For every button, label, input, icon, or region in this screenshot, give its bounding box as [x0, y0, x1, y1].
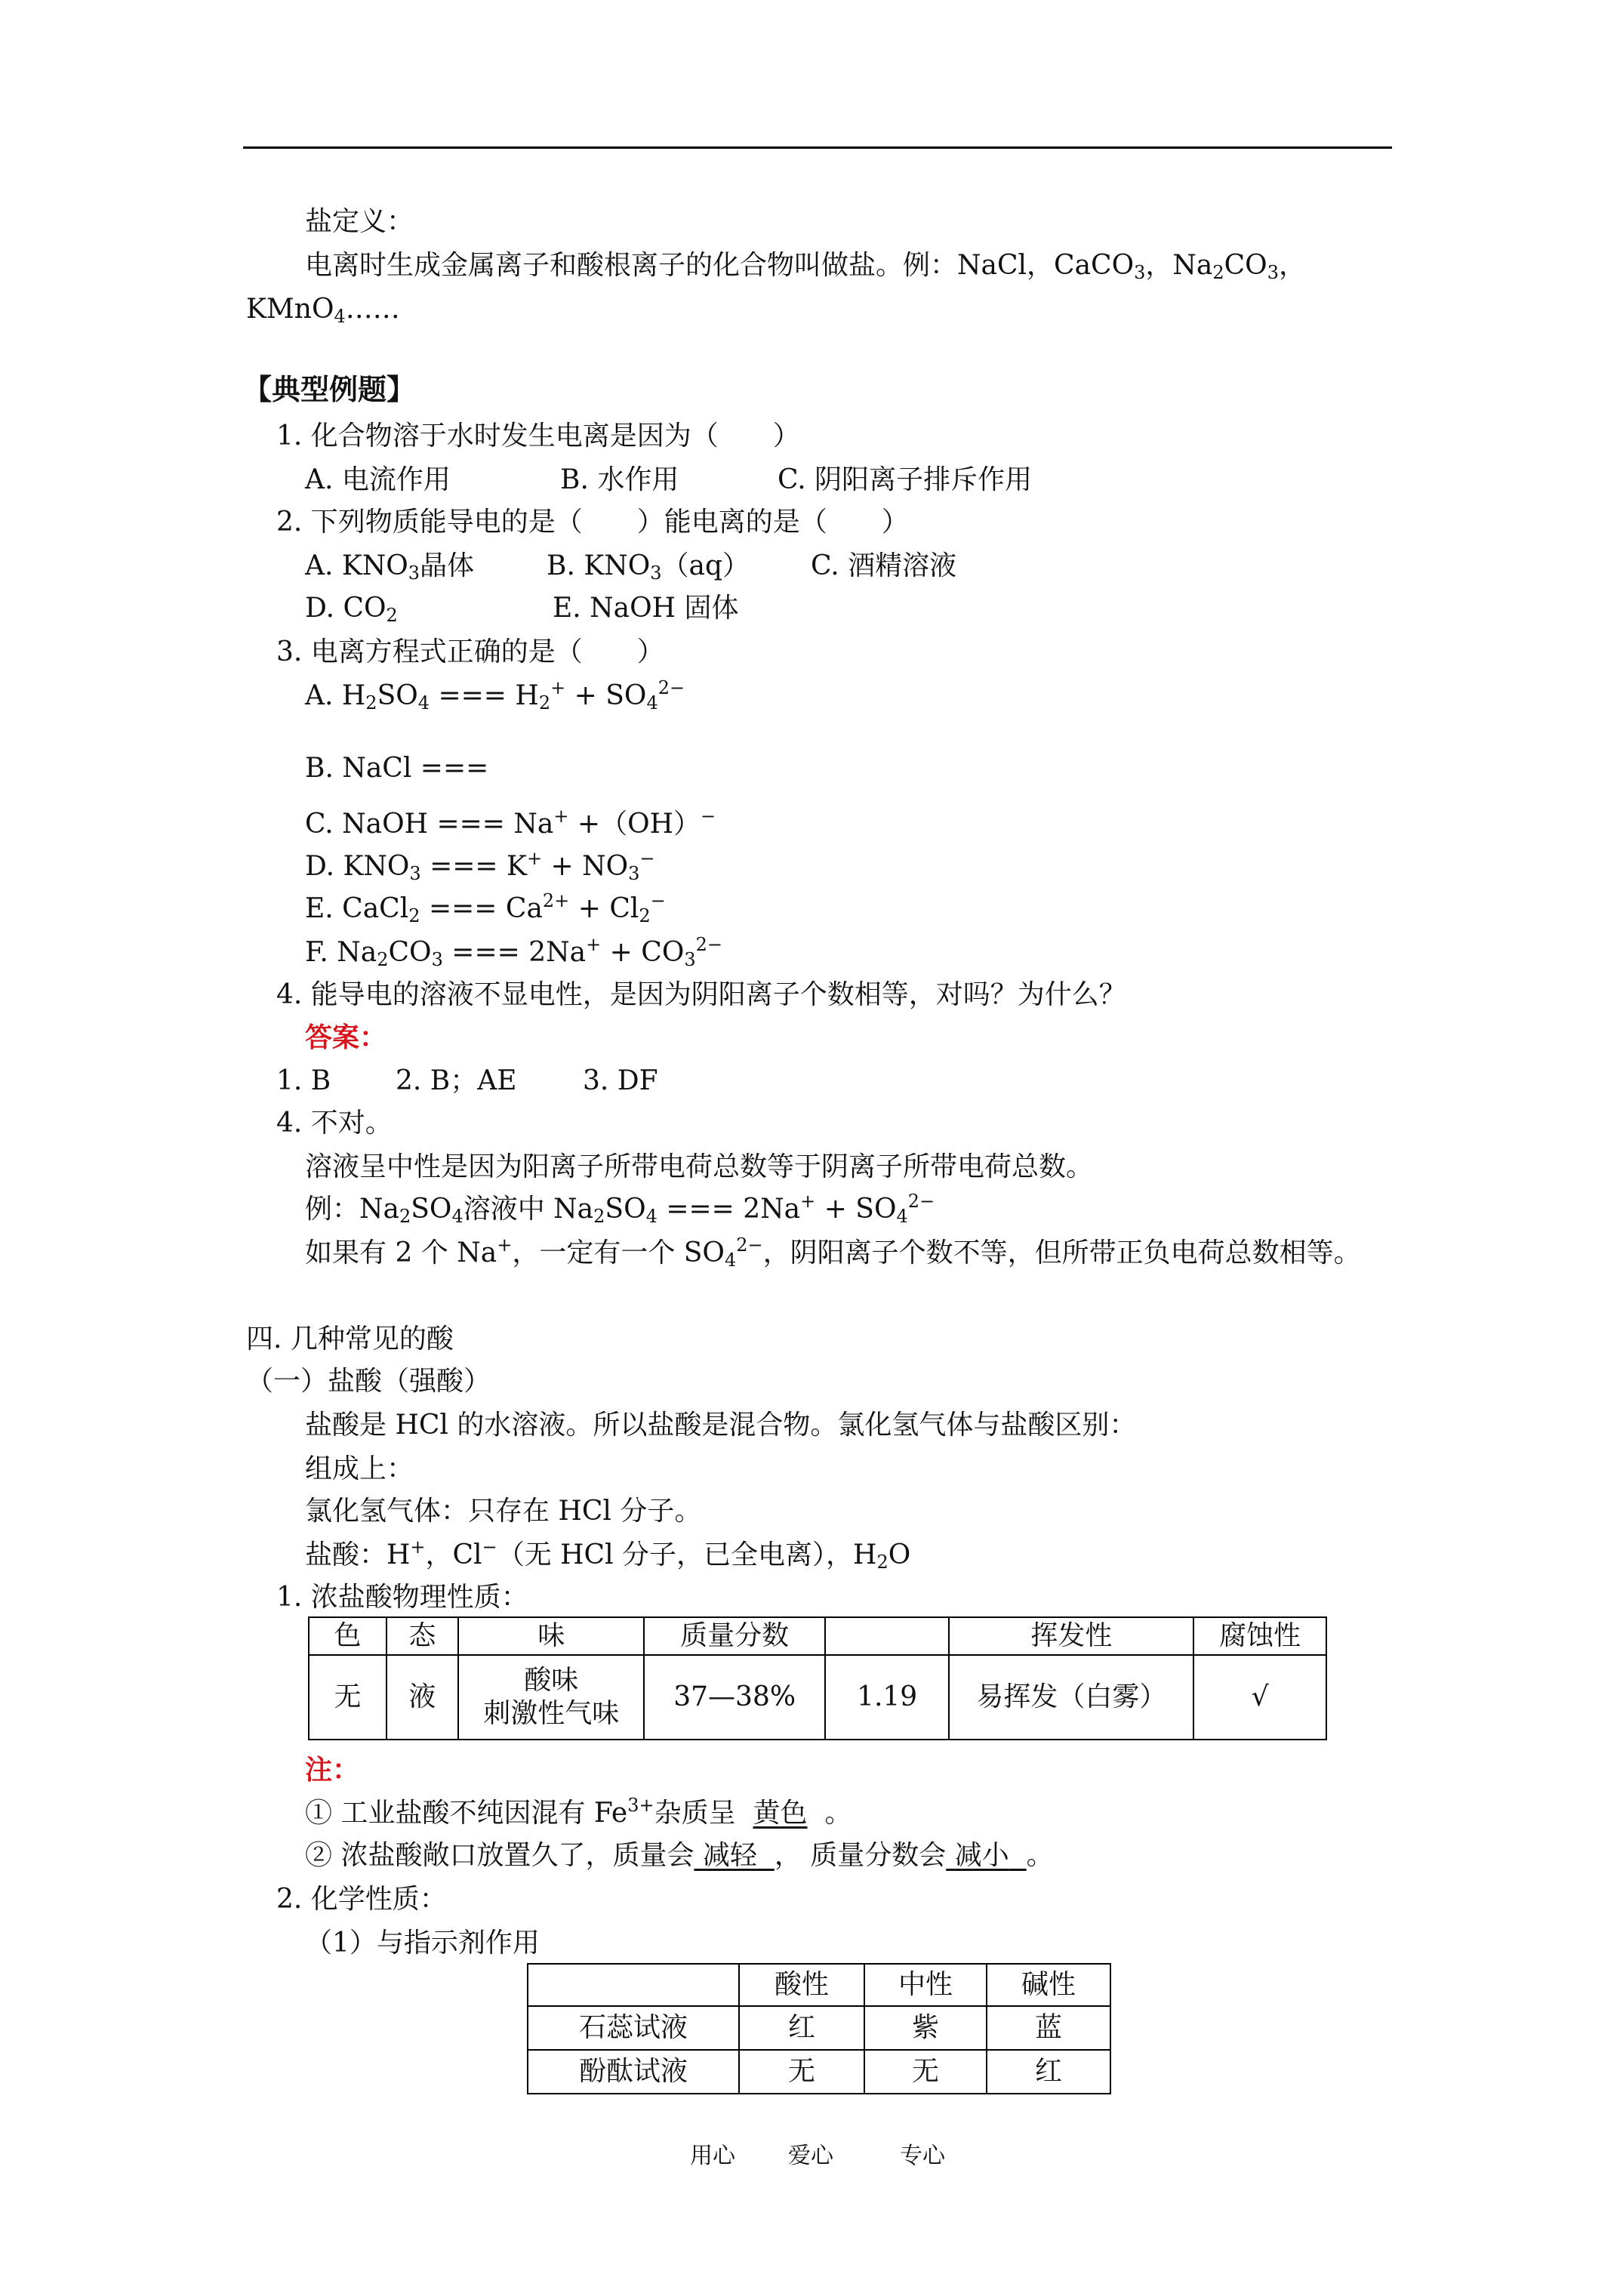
- hydrochloric-acid-line: 盐酸：H+，Cl−（无 HCl 分子，已全电离），$H_2O$: [305, 1536, 911, 1573]
- table-row: [309, 1655, 1326, 1740]
- question-1: 1. 化合物溶于水时发生电离是因为（ ）: [276, 421, 800, 451]
- note-1: ① 工业盐酸不纯因混有 $Fe^{3+}$杂质呈 黄色 。: [305, 1795, 852, 1829]
- salt-definition: 电离时生成金属离子和酸根离子的化合物叫做盐。例：NaCl，CaCO$_3$，$Na_2CO_3$，: [305, 250, 1306, 283]
- note-label: 注：: [305, 1754, 360, 1786]
- answer-3: 3. DF: [583, 1065, 658, 1096]
- hcl-gas-line: 氯化氢气体：只存在 HCl 分子。: [305, 1496, 702, 1527]
- indicator-table: [527, 1963, 1111, 2094]
- cell-smell: 酸味 刺激性气味: [458, 1655, 645, 1740]
- examples-title: 【典型例题】: [243, 372, 416, 406]
- cell-phenolphthalein-neutral: 无: [864, 2050, 987, 2094]
- cell-color: 无: [309, 1655, 387, 1740]
- cell-litmus-basic: 蓝: [987, 2006, 1110, 2050]
- section-heading: 四. 几种常见的酸: [246, 1324, 454, 1354]
- header-smell: 味: [458, 1617, 645, 1655]
- salt-heading: 盐定义：: [305, 206, 414, 237]
- q1-option-c: C. 阴阳离子排斥作用: [778, 464, 1033, 495]
- cell-state: 液: [387, 1655, 458, 1740]
- header-rule: [243, 146, 1392, 149]
- question-4: 4. 能导电的溶液不显电性，是因为阴阳离子个数相等，对吗？为什么？: [276, 979, 1126, 1010]
- subsection-heading: （一）盐酸（强酸）: [246, 1366, 491, 1397]
- table-row: [528, 2006, 1110, 2050]
- cell-litmus-neutral: 紫: [864, 2006, 987, 2050]
- answer-4-conclusion: 如果有 2 个 Na+，一定有一个 $SO_4^{2-}$，阴阳离子个数不等，但所带正负电荷总数相等。: [305, 1234, 1361, 1271]
- cell-corrosiveness: √: [1193, 1655, 1326, 1740]
- physical-properties-table: [308, 1616, 1327, 1740]
- header-basic: 碱性: [987, 1964, 1110, 2006]
- header-mass-fraction: 质量分数: [644, 1617, 824, 1655]
- q2-option-a: A. $KNO_3$晶体: [305, 550, 475, 584]
- header-state: 态: [387, 1617, 458, 1655]
- cell-volatility: 易挥发（白雾）: [949, 1655, 1193, 1740]
- cell-phenolphthalein-basic: 红: [987, 2050, 1110, 2094]
- question-2: 2. 下列物质能导电的是（ ）能电离的是（ ）: [276, 507, 909, 538]
- q2-option-e: E. NaOH 固体: [553, 593, 739, 624]
- cell-litmus-acidic: 红: [739, 2006, 864, 2050]
- cell-mass-fraction: 37—38%: [644, 1655, 824, 1740]
- q1-option-b: B. 水作用: [560, 464, 679, 495]
- table-header-row: [309, 1617, 1326, 1655]
- physical-properties-title: 1. 浓盐酸物理性质：: [276, 1582, 528, 1613]
- header-neutral: 中性: [864, 1964, 987, 2006]
- header-color: 色: [309, 1617, 387, 1655]
- q3-option-a: A. $H_2SO_4$ === $H_2^+ + SO_4^{2-}$: [305, 677, 685, 713]
- answer-1: 1. B: [276, 1065, 331, 1096]
- table-header-row: [528, 1964, 1110, 2006]
- cell-density: 1.19: [825, 1655, 950, 1740]
- q3-option-d: D. $KNO_3$ === $K^+ + NO_3^-$: [305, 848, 655, 884]
- header-corrosiveness: 腐蚀性: [1193, 1617, 1326, 1655]
- q2-option-c: C. 酒精溶液: [811, 550, 957, 581]
- q3-option-b: B. NaCl ===: [305, 753, 489, 784]
- header-volatility: 挥发性: [949, 1617, 1193, 1655]
- header-density: [825, 1617, 950, 1655]
- q3-option-e: E. CaCl$_2$ === $Ca^{2+} + Cl_2^-$: [305, 890, 666, 926]
- salt-definition-cont: KMnO$_4$……: [246, 294, 400, 327]
- question-3: 3. 电离方程式正确的是（ ）: [276, 636, 664, 667]
- note-2: ② 浓盐酸敞口放置久了，质量会 减轻 ， 质量分数会 减小 。: [305, 1840, 1054, 1871]
- q2-option-d: D. $CO_2$: [305, 593, 398, 626]
- cell-phenolphthalein: 酚酞试液: [528, 2050, 739, 2094]
- answer-4-example: 例：$Na_2SO_4$溶液中 $Na_2SO_4$ === $2Na^+ + SO_4^{2-}$: [305, 1191, 935, 1227]
- header-indicator: [528, 1964, 739, 2006]
- footer-text-2: 爱心: [788, 2143, 833, 2169]
- footer-text-1: 用心: [690, 2143, 735, 2169]
- answer-4-explanation: 溶液呈中性是因为阳离子所带电荷总数等于阴离子所带电荷总数。: [305, 1151, 1094, 1182]
- chemical-properties-title: 2. 化学性质：: [276, 1884, 447, 1915]
- answer-2: 2. B；AE: [396, 1065, 517, 1096]
- hcl-paragraph: 盐酸是 HCl 的水溶液。所以盐酸是混合物。氯化氢气体与盐酸区别：: [305, 1410, 1137, 1441]
- composition-label: 组成上：: [305, 1453, 414, 1484]
- q3-option-c: C. NaOH === Na+ +（OH）−: [305, 806, 716, 840]
- indicator-title: （1）与指示剂作用: [305, 1928, 540, 1959]
- table-row: [528, 2050, 1110, 2094]
- q2-option-b: B. $KNO_3(aq)$: [547, 550, 750, 584]
- footer-text-3: 专心: [900, 2143, 945, 2169]
- answer-label: 答案：: [305, 1022, 387, 1053]
- header-acidic: 酸性: [739, 1964, 864, 2006]
- cell-litmus: 石蕊试液: [528, 2006, 739, 2050]
- answer-4: 4. 不对。: [276, 1108, 393, 1139]
- q3-option-f: F. $Na_2CO_3$ === $2Na^+ + CO_3^{2-}$: [305, 934, 722, 970]
- cell-phenolphthalein-acidic: 无: [739, 2050, 864, 2094]
- q1-option-a: A. 电流作用: [305, 464, 451, 495]
